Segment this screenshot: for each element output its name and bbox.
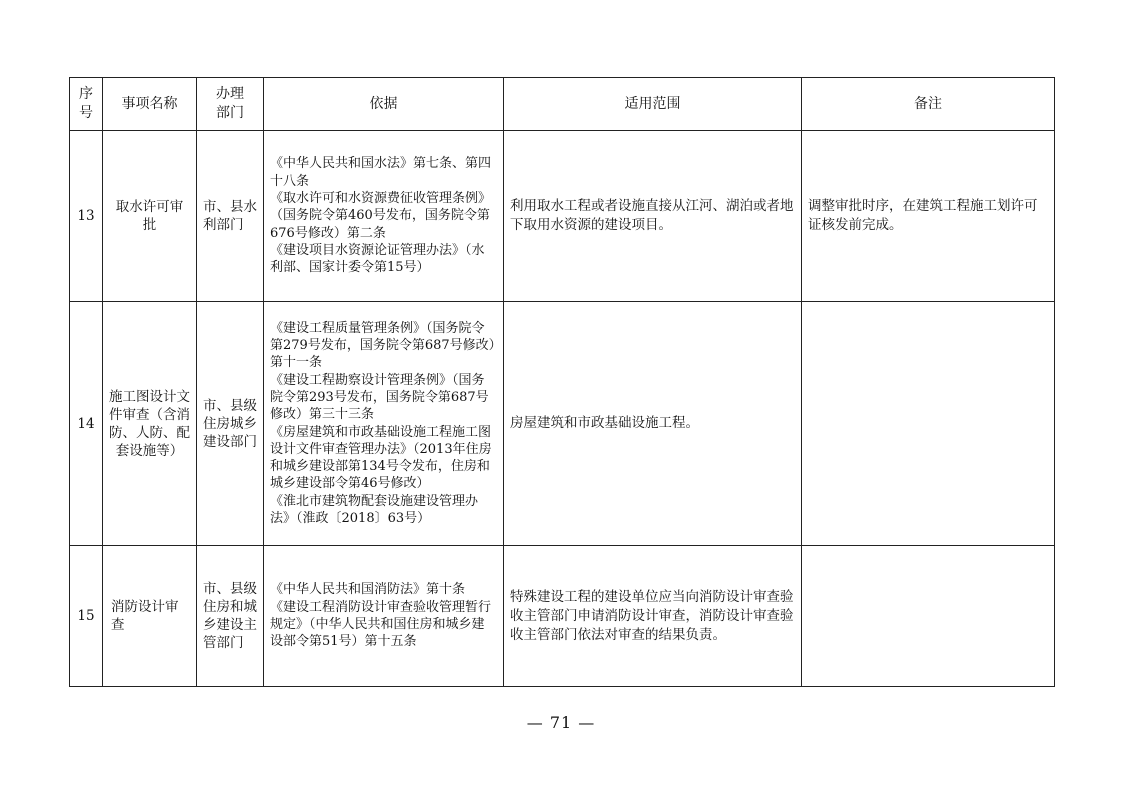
row-scope: 特殊建设工程的建设单位应当向消防设计审查验收主管部门申请消防设计审查，消防设计审查验收主管部门依法对审查的结果负责。 <box>504 546 802 687</box>
approval-items-table <box>69 77 1055 687</box>
table-row <box>70 302 1055 546</box>
row-remark <box>802 546 1055 687</box>
row-basis <box>264 546 504 687</box>
row-serial: 15 <box>70 546 103 687</box>
header-basis: 依据 <box>264 78 504 131</box>
row-item-name: 取水许可审批 <box>103 131 197 302</box>
row-department: 市、县级住房城乡建设部门 <box>197 302 264 546</box>
table-row <box>70 131 1055 302</box>
row-item-name: 施工图设计文件审查（含消防、人防、配套设施等） <box>103 302 197 546</box>
basis-line: 《房屋建筑和市政基础设施工程施工图设计文件审查管理办法》（2013年住房和城乡建设部第134号令发布，住房和城乡建设部令第46号修改） <box>270 424 492 492</box>
basis-line: 《取水许可和水资源费征收管理条例》（国务院令第460号发布，国务院令第676号修改）第二条 <box>270 191 492 241</box>
row-scope: 房屋建筑和市政基础设施工程。 <box>504 302 802 546</box>
table-row <box>70 546 1055 687</box>
basis-line: 《建设工程勘察设计管理条例》（国务院令第293号发布，国务院令第687号修改）第三十三条 <box>270 372 489 423</box>
row-serial: 14 <box>70 302 103 546</box>
row-scope: 利用取水工程或者设施直接从江河、湖泊或者地下取用水资源的建设项目。 <box>504 131 802 302</box>
basis-line: 《中华人民共和国消防法》第十条 <box>270 582 466 598</box>
page-number: — 71 — <box>526 713 596 732</box>
row-department: 市、县级住房和城乡建设主管部门 <box>197 546 264 687</box>
basis-line: 《建设项目水资源论证管理办法》（水利部、国家计委令第15号） <box>270 242 485 276</box>
basis-line: 《建设工程消防设计审查验收管理暂行规定》（中华人民共和国住房和城乡建设部令第51号）第十五条 <box>270 599 492 650</box>
header-remark: 备注 <box>802 78 1055 131</box>
row-remark: 调整审批时序，在建筑工程施工划许可证核发前完成。 <box>802 131 1055 302</box>
header-scope: 适用范围 <box>504 78 802 131</box>
row-serial: 13 <box>70 131 103 302</box>
header-department: 办理部门 <box>197 78 264 131</box>
basis-line: 《建设工程质量管理条例》（国务院令第279号发布，国务院令第687号修改）第十一条 <box>270 320 496 371</box>
basis-line: 《淮北市建筑物配套设施建设管理办法》（淮政〔2018〕63号） <box>270 493 479 526</box>
header-serial: 序号 <box>70 78 103 131</box>
row-remark <box>802 302 1055 546</box>
basis-line: 《中华人民共和国水法》第七条、第四十八条 <box>270 156 492 189</box>
row-department: 市、县水利部门 <box>197 131 264 302</box>
row-basis <box>264 302 504 546</box>
row-item-name: 消防设计审查 <box>103 546 197 687</box>
header-item-name: 事项名称 <box>103 78 197 131</box>
table-header-row <box>70 78 1055 131</box>
row-basis <box>264 131 504 302</box>
